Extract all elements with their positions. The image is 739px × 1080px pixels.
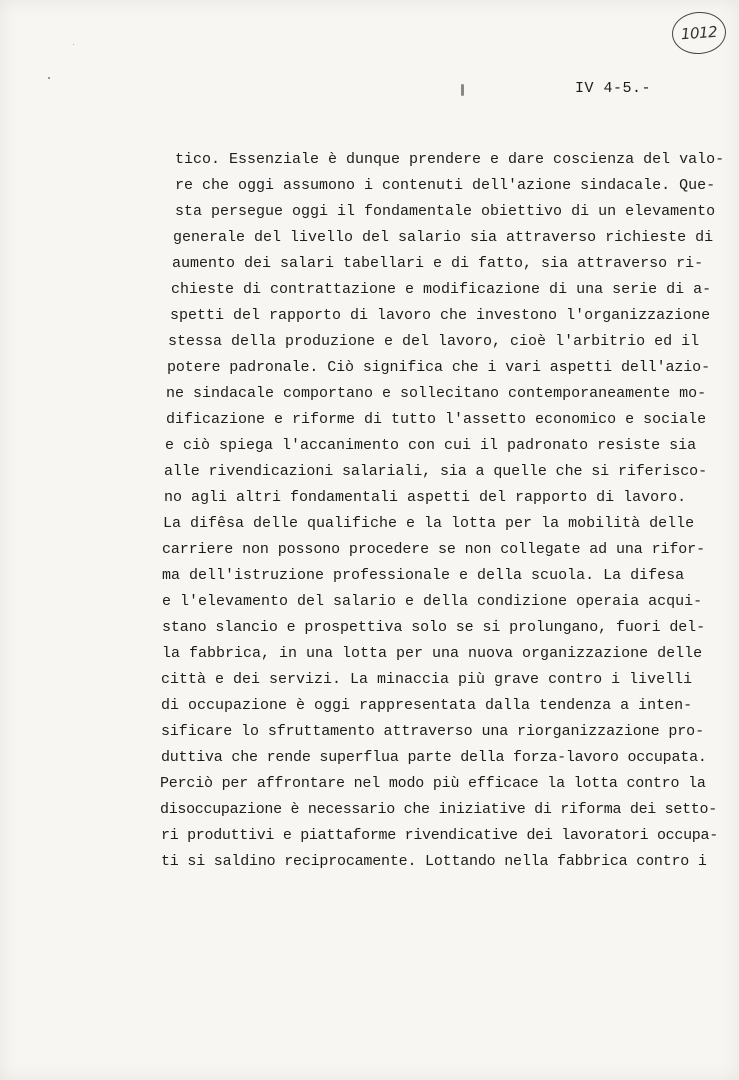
text-line: la fabbrica, in una lotta per una nuova organizzazione delle — [162, 645, 703, 662]
text-line: generale del livello del salario sia attraverso richieste di — [173, 229, 714, 246]
text-line: sta persegue oggi il fondamentale obiettivo di un elevamento — [175, 203, 716, 220]
text-line: chieste di contrattazione e modificazione di una serie di a- — [171, 281, 712, 298]
text-line: città e dei servizi. La minaccia più grave contro i livelli — [161, 671, 693, 688]
page-reference: IV 4-5.- — [575, 80, 652, 97]
text-line: di occupazione è oggi rappresentata dalla tendenza a inten- — [161, 697, 693, 714]
text-line: stessa della produzione e del lavoro, cioè l'arbitrio ed il — [168, 333, 700, 350]
text-line: dificazione e riforme di tutto l'assetto economico e sociale — [166, 411, 707, 428]
text-line: e ciò spiega l'accanimento con cui il padronato resiste sia — [165, 437, 697, 454]
text-line: tico. Essenziale è dunque prendere e dare coscienza del valo- — [175, 151, 725, 168]
text-line: sificare lo sfruttamento attraverso una riorganizzazione pro- — [161, 723, 704, 740]
text-line: ri produttivi e piattaforme rivendicative dei lavoratori occupa- — [161, 827, 718, 844]
text-line: La difêsa delle qualifiche e la lotta per la mobilità delle — [163, 515, 695, 532]
text-line: disoccupazione è necessario che iniziative di riforma dei setto- — [160, 801, 717, 818]
text-line: no agli altri fondamentali aspetti del rapporto di lavoro. — [164, 489, 687, 506]
text-line: e l'elevamento del salario e della condizione operaia acqui- — [162, 593, 703, 610]
text-line: aumento dei salari tabellari e di fatto, sia attraverso ri- — [172, 255, 704, 272]
text-line: carriere non possono procedere se non collegate ad una rifor- — [162, 541, 705, 558]
text-line: alle rivendicazioni salariali, sia a quelle che si riferisco- — [164, 463, 707, 480]
text-line: potere padronale. Ciò significa che i vari aspetti dell'azio- — [167, 359, 710, 376]
text-line: ne sindacale comportano e sollecitano contemporaneamente mo- — [166, 385, 707, 402]
text-line: stano slancio e prospettiva solo se si prolungano, fuori del- — [162, 619, 705, 636]
text-line: ti si saldino reciprocamente. Lottando nella fabbrica contro i — [161, 853, 707, 870]
text-line: spetti del rapporto di lavoro che investono l'organizzazione — [170, 307, 711, 324]
text-line: re che oggi assumono i contenuti dell'azione sindacale. Que- — [175, 177, 716, 194]
text-line: Perciò per affrontare nel modo più efficace la lotta contro la — [160, 775, 706, 792]
folio-number: 1012 — [680, 22, 718, 44]
text-line: ma dell'istruzione professionale e della scuola. La difesa — [162, 567, 685, 584]
text-line: duttiva che rende superflua parte della forza-lavoro occupata. — [161, 749, 707, 766]
